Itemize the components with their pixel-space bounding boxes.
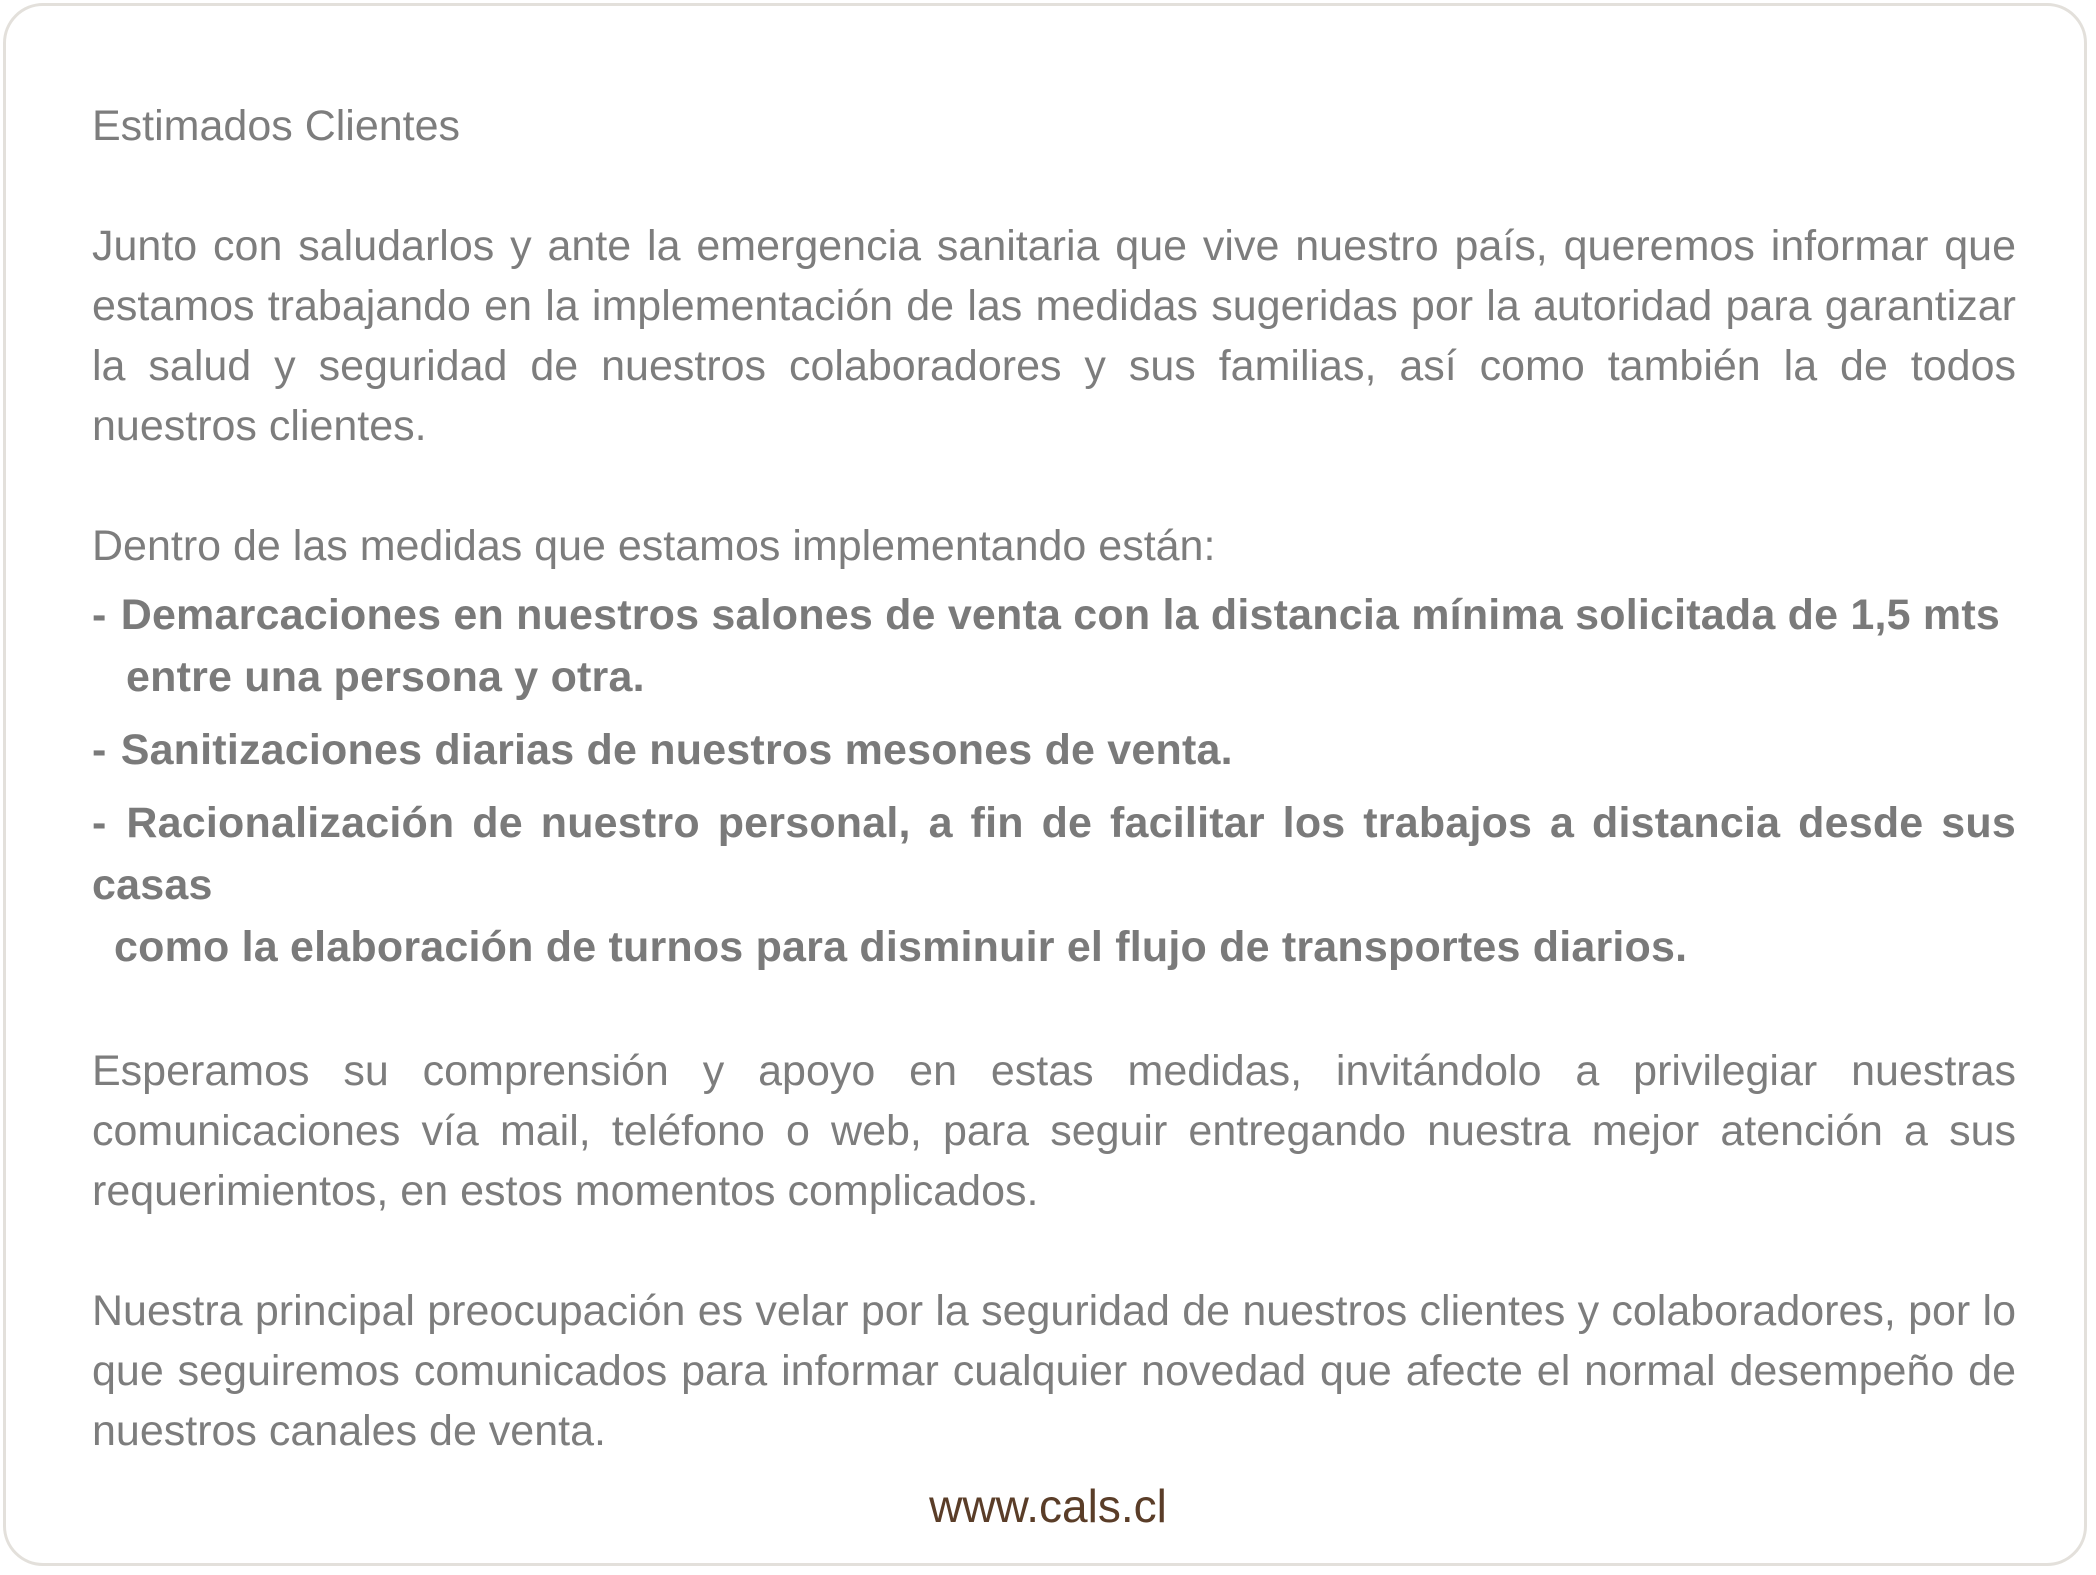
paragraph-support: Esperamos su comprensión y apoyo en estas medidas, invitándolo a privilegiar nuestras comunicaciones vía mail, teléfono o web, para seguir entregando nuestra mejor atención a sus requerimientos, en estos momentos complicados. [92,1047,2016,1215]
list-dash: - [92,799,107,847]
measures-intro: Dentro de las medidas que estamos implementando están: [92,522,1216,570]
measure-text-line-1: Demarcaciones en nuestros salones de venta con la distancia mínima solicitada de 1,5 mts [120,591,2000,639]
measure-item-personnel [92,792,2016,978]
list-dash: - [92,726,107,774]
greeting: Estimados Clientes [92,102,461,150]
spacer [92,456,2016,516]
notice-content [92,96,2016,1461]
footer-website-link[interactable]: www.cals.cl [929,1480,1167,1532]
paragraph-closing: Nuestra principal preocupación es velar por la seguridad de nuestros clientes y colaboradores, por lo que seguiremos comunicados para informar cualquier novedad que afecte el normal desempeño de nuestros canales de venta. [92,1287,2016,1455]
measure-text-line-1: Sanitizaciones diarias de nuestros mesones de venta. [120,726,1233,774]
measure-text-line-2: como la elaboración de turnos para disminuir el flujo de transportes diarios. [114,923,1688,971]
measure-item-demarcation [92,584,2016,708]
measure-text-line-1: Racionalización de nuestro personal, a fin de facilitar los trabajos a distancia desde sus casas [92,799,2016,909]
measure-item-sanitization [92,719,2016,781]
measures-list [92,584,2016,978]
spacer [92,1221,2016,1281]
notice-card [3,3,2087,1566]
spacer [92,989,2016,1041]
measure-text-line-2: entre una persona y otra. [126,653,645,701]
paragraph-intro: Junto con saludarlos y ante la emergencia sanitaria que vive nuestro país, queremos informar que estamos trabajando en la implementación de las medidas sugeridas por la autoridad para garantizar la salud y seguridad de nuestros colaboradores y sus familias, así como también la de todos nuestros clientes. [92,222,2016,450]
list-dash: - [92,591,107,639]
